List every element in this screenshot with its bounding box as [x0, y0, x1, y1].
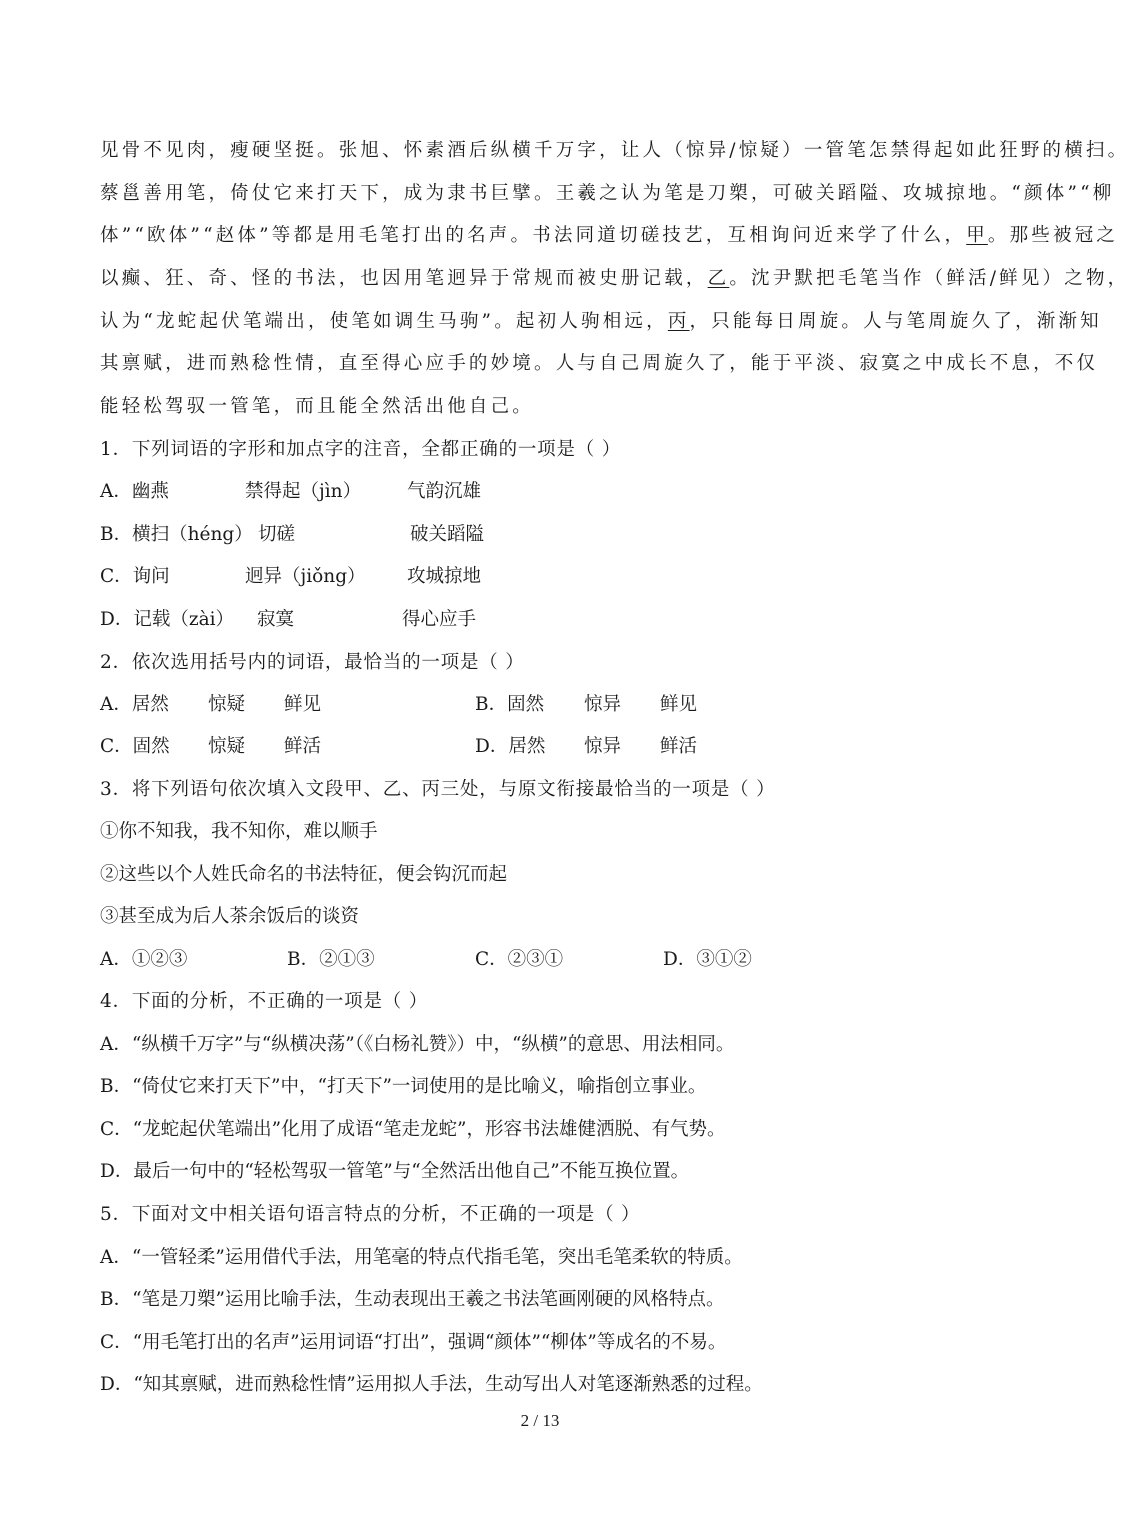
- q3-sentence-2: ②这些以个人姓氏命名的书法特征，便会钩沉而起: [100, 864, 508, 885]
- q3-option-c[interactable]: C．②③①: [475, 949, 564, 970]
- option-text: C．询问: [100, 566, 170, 587]
- q4-option-c[interactable]: C．“龙蛇起伏笔端出”化用了成语“笔走龙蛇”，形容书法雄健洒脱、有气势。: [100, 1119, 726, 1140]
- option-text: 切磋: [258, 524, 296, 545]
- option-text: 惊疑: [208, 736, 246, 757]
- q3-sentence-1: ①你不知我，我不知你，难以顺手: [100, 821, 378, 842]
- passage-line: [100, 180, 1114, 208]
- passage-line: [100, 265, 1129, 293]
- option-text: 鲜活: [660, 736, 698, 757]
- question-4-stem: 4．下面的分析，不正确的一项是（ ）: [100, 991, 429, 1012]
- option-text: D．记载（zài）: [100, 609, 235, 630]
- passage-text: 其禀赋，进而熟稔性情，直至得心应手的妙境。人与自己周旋久了，能于平淡、寂寞之中成长不息，不仅: [100, 353, 1099, 374]
- blank-marker-jia: 甲: [966, 225, 988, 246]
- q3-option-b[interactable]: B．②①③: [287, 949, 375, 970]
- option-text: 惊疑: [208, 694, 246, 715]
- blank-marker-bing: 丙: [667, 311, 690, 332]
- passage-text: 认为“龙蛇起伏笔端出，使笔如调生马驹”。起初人驹相远，: [100, 311, 668, 332]
- option-text: 破关蹈隘: [410, 524, 485, 545]
- q2-option-b[interactable]: B．固然: [475, 694, 545, 715]
- passage-text: ，只能每日周旋。人与笔周旋久了，渐渐知: [689, 311, 1102, 332]
- question-2-stem: 2．依次选用括号内的词语，最恰当的一项是（ ）: [100, 652, 525, 673]
- passage-text: 蔡邕善用笔，倚仗它来打天下，成为隶书巨擘。王羲之认为笔是刀槊，可破关蹈隘、攻城掠地。“颜体”“柳: [100, 183, 1115, 204]
- option-text: 攻城掠地: [407, 566, 482, 587]
- option-text: 鲜见: [284, 694, 322, 715]
- passage-text: 体”“欧体”“赵体”等都是用毛笔打出的名声。书法同道切磋技艺，互相询问近来学了什么，: [100, 225, 967, 246]
- blank-marker-yi: 乙: [707, 268, 730, 289]
- q3-option-a[interactable]: A．①②③: [100, 949, 188, 970]
- passage-text: 能轻松驾驭一管笔，而且能全然活出他自己。: [100, 396, 535, 417]
- q5-option-b[interactable]: B．“笔是刀槊”运用比喻手法，生动表现出王羲之书法笔画刚硬的风格特点。: [100, 1289, 725, 1310]
- option-text: 得心应手: [402, 609, 477, 630]
- option-text: B．横扫（héng）: [100, 524, 253, 545]
- option-text: 迥异（jiǒng）: [245, 566, 366, 587]
- option-text: 气韵沉雄: [407, 481, 482, 502]
- q4-option-d[interactable]: D．最后一句中的“轻松驾驭一管笔”与“全然活出他自己”不能互换位置。: [100, 1161, 690, 1182]
- option-text: 鲜活: [284, 736, 322, 757]
- q5-option-a[interactable]: A．“一管轻柔”运用借代手法，用笔毫的特点代指毛笔，突出毛笔柔软的特质。: [100, 1247, 743, 1268]
- question-5-stem: 5．下面对文中相关语句语言特点的分析，不正确的一项是（ ）: [100, 1204, 641, 1225]
- passage-line: [100, 137, 1129, 165]
- q5-option-d[interactable]: D．“知其禀赋，进而熟稔性情”运用拟人手法，生动写出人对笔逐渐熟悉的过程。: [100, 1374, 763, 1395]
- option-text: 禁得起（jìn）: [245, 481, 362, 502]
- q3-sentence-3: ③甚至成为后人茶余饭后的谈资: [100, 906, 360, 927]
- q5-option-c[interactable]: C．“用毛笔打出的名声”运用词语“打出”，强调“颜体”“柳体”等成名的不易。: [100, 1332, 727, 1353]
- passage-text: 以癫、狂、奇、怪的书法，也因用笔迥异于常规而被史册记载，: [100, 268, 708, 289]
- q4-option-b[interactable]: B．“倚仗它来打天下”中，“打天下”一词使用的是比喻义，喻指创立事业。: [100, 1076, 707, 1097]
- passage-text: 见骨不见肉，瘦硬坚挺。张旭、怀素酒后纵横千万字，让人（惊异/惊疑）一管笔怎禁得起如此狂野的横扫。: [100, 140, 1129, 161]
- q3-option-d[interactable]: D．③①②: [663, 949, 752, 970]
- question-3-stem: 3．将下列语句依次填入文段甲、乙、丙三处，与原文衔接最恰当的一项是（ ）: [100, 779, 776, 800]
- passage-text: 。沈尹默把毛笔当作（鲜活/鲜见）之物，: [729, 268, 1129, 289]
- question-1-stem: 1．下列词语的字形和加点字的注音，全都正确的一项是（ ）: [100, 439, 622, 460]
- page-number: 2 / 13: [520, 1411, 560, 1430]
- q4-option-a[interactable]: A．“纵横千万字”与“纵横决荡”（《白杨礼赞》）中，“纵横”的意思、用法相同。: [100, 1034, 735, 1055]
- option-text: A．幽燕: [100, 481, 169, 502]
- passage-line: [100, 308, 1102, 336]
- passage-text: 。那些被冠之: [987, 225, 1119, 246]
- option-text: 惊异: [584, 736, 622, 757]
- option-text: 寂寞: [257, 609, 295, 630]
- q2-option-c[interactable]: C．固然: [100, 736, 170, 757]
- q2-option-d[interactable]: D．居然: [475, 736, 546, 757]
- passage-line: [100, 350, 1098, 378]
- passage-line: [100, 222, 1118, 250]
- q2-option-a[interactable]: A．居然: [100, 694, 169, 715]
- option-text: 惊异: [584, 694, 622, 715]
- passage-line: [100, 393, 534, 421]
- option-text: 鲜见: [660, 694, 698, 715]
